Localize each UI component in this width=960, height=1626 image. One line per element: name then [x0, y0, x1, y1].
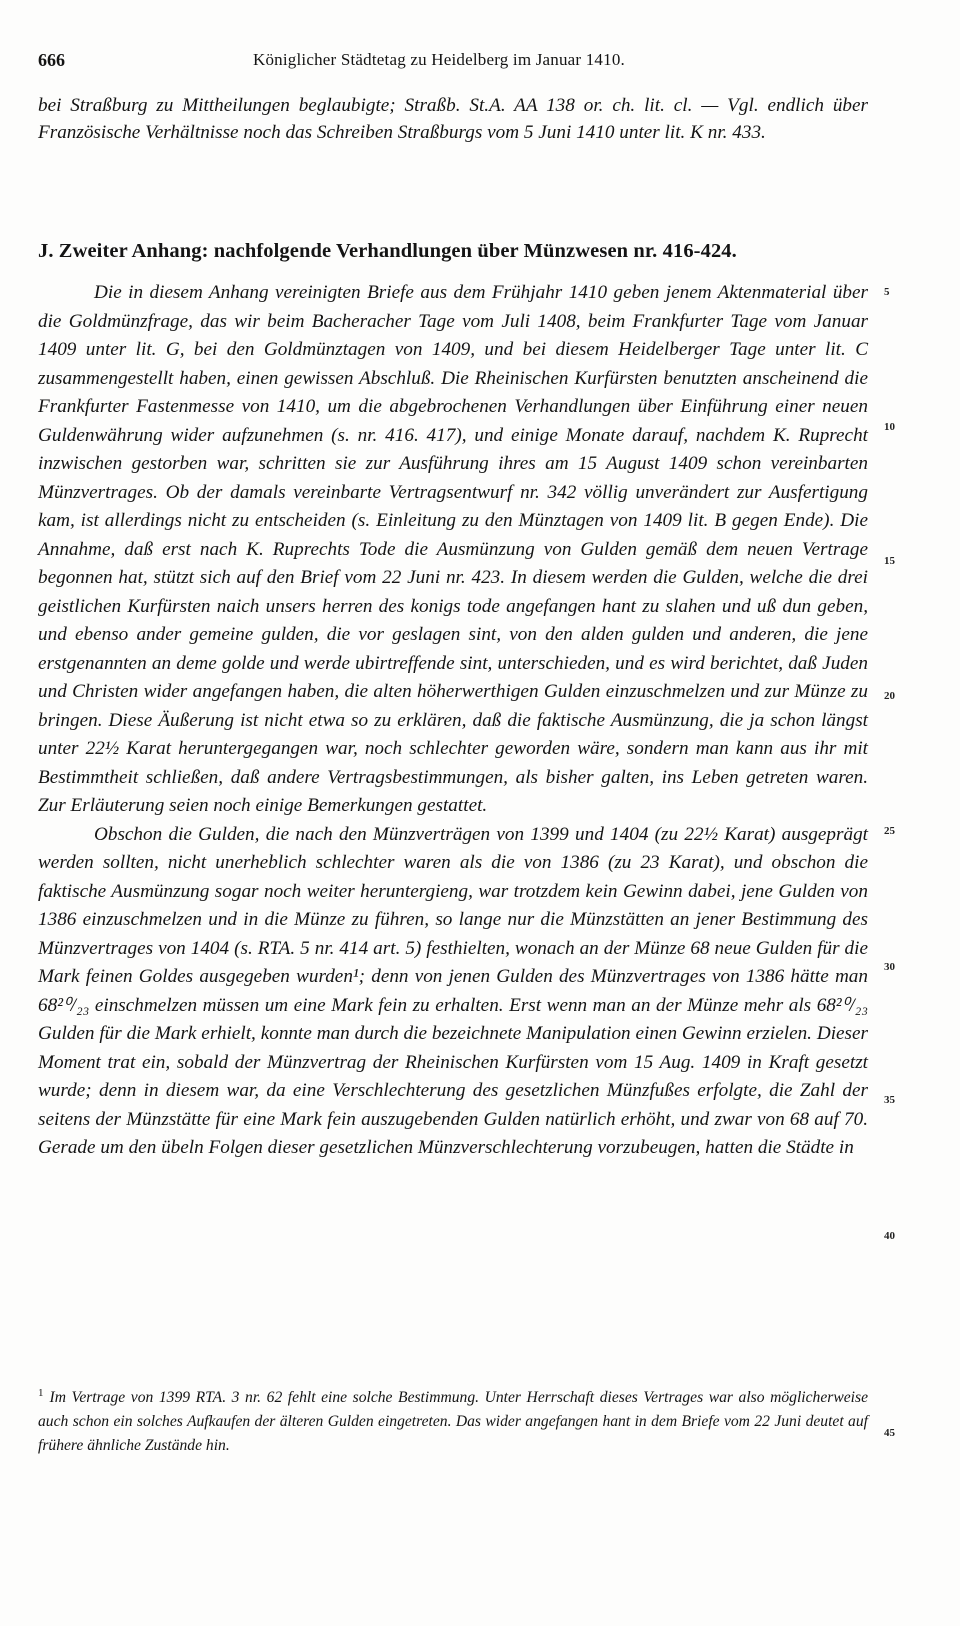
continued-paragraph: bei Straßburg zu Mittheilungen beglaubigte; Straßb. St.A. AA 138 or. ch. lit. cl. — Vgl. endlich über Französische Verhältnisse noch das Schreiben Straßburgs vom 5 Juni 1410 unter lit. K nr. 433. [38, 95, 868, 143]
running-title: Königlicher Städtetag zu Heidelberg im Januar 1410. [253, 50, 625, 69]
line-number: 45 [884, 1427, 895, 1439]
footnote-text: Im Vertrage von 1399 RTA. 3 nr. 62 fehlt eine solche Bestimmung. Unter Herrschaft dieses Vertrages war also möglicherweise auch schon ein solches Aufkaufen der älteren Gulden eingetreten. Das wider angefangen hant in dem Briefe vom 22 Juni deutet auf frühere ähnliche Zustände hin. [38, 1389, 868, 1455]
footnote [38, 1381, 868, 1458]
body-paragraph-2: Obschon die Gulden, die nach den Münzverträgen von 1399 und 1404 (zu 22½ Karat) ausgeprägt werden sollten, nicht unerheblich schlechter waren als die von 1386 (zu 23 Karat), und obschon die faktische Ausmünzung sogar noch weiter heruntergieng, war trotzdem kein Gewinn dabei, jene Gulden von 1386 einzuschmelzen und in die Münze zu führen, so lange nur die Münzstätten an jener Bestimmung des Münzvertrages von 1404 (s. RTA. 5 nr. 414 art. 5) festhielten, wonach an der Münze 68 neue Gulden für die Mark feinen Goldes ausgegeben wurden¹; denn von jenen Gulden des Münzvertrages von 1386 hätte man 68²⁰/₂₃ einschmelzen müssen um eine Mark fein zu erhalten. Erst wenn man an der Münze mehr als 68²⁰/₂₃ Gulden für die Mark erhielt, konnte man durch die bezeichnete Manipulation einen Gewinn erzielen. Dieser Moment trat ein, sobald der Münzvertrag der Rheinischen Kurfürsten vom 15 Aug. 1409 in Kraft gesetzt wurde; denn in diesem war, da eine Verschlechterung des gesetzlichen Münzfußes erfolgte, die Zahl der seitens der Münzstätte für eine Mark fein auszugebenden Gulden natürlich erhöht, und zwar von 68 auf 70. Gerade um den übeln Folgen dieser gesetzlichen Münzverschlechterung vorzubeugen, hatten die Städte in [38, 823, 868, 1158]
footnote-marker: 1 [38, 1387, 44, 1399]
line-number: 30 [884, 961, 895, 973]
running-header [38, 50, 868, 76]
line-number: 10 [884, 421, 895, 433]
line-number: 25 [884, 825, 895, 837]
body-paragraph-1: Die in diesem Anhang vereinigten Briefe aus dem Frühjahr 1410 geben jenem Aktenmaterial über die Goldmünzfrage, das wir beim Bacheracher Tage vom Juli 1408, beim Frankfurter Tage vom Januar 1409 unter lit. G, bei den Goldmünztagen von 1409, und bei diesem Heidelberger Tage unter lit. C zusammengestellt haben, einen gewissen Abschluß. Die Rheinischen Kurfürsten benutzten anscheinend die Frankfurter Fastenmesse von 1410, um die abgebrochenen Verhandlungen über Einführung einer neuen Guldenwährung wider aufzunehmen (s. nr. 416. 417), und einige Monate darauf, nachdem K. Ruprecht inzwischen gestorben war, schritten sie zur Ausführung ihres am 15 August 1409 schon vereinbarten Münzvertrages. Ob der damals vereinbarte Vertragsentwurf nr. 342 völlig unverändert zur Ausfertigung kam, ist allerdings nicht zu entscheiden (s. Einleitung zu den Münztagen von 1409 lit. B gegen Ende). Die Annahme, daß erst nach K. Ruprechts Tode die Ausmünzung von Gulden gemäß dem neuen Vertrage begonnen hat, stützt sich auf den Brief vom 22 Juni nr. 423. In diesem werden die Gulden, welche die drei geistlichen Kurfürsten naich unsers herren des konigs tode angefangen hant zu slahen und uß dun geben, und ebenso ander gemeine gulden, die vor geslagen sint, von den alden gulden und anderen, die jene erstgenannten an deme golde und werde ubirtreffende sint, unterschieden, und es wird berichtet, daß Juden und Christen wider angefangen haben, die alten höherwerthigen Gulden einzuschmelzen und zur Münze zu bringen. Diese Äußerung ist nicht etwa so zu erklären, daß die faktische Ausmünzung, die ja schon längst unter 22½ Karat heruntergegangen war, noch schlechter geworden wäre, sondern man kann aus ihr mit Bestimmtheit schließen, daß andere Vertragsbestimmungen, als bisher galten, ins Leben getreten waren. Zur Erläuterung seien noch einige Bemerkungen gestattet. [38, 282, 868, 816]
line-number: 5 [884, 286, 890, 298]
line-number: 40 [884, 1230, 895, 1242]
body-text [38, 279, 868, 1163]
section-heading: J. Zweiter Anhang: nachfolgende Verhandlungen über Münzwesen nr. 416-424. [38, 240, 737, 262]
line-number: 15 [884, 555, 895, 567]
line-number: 20 [884, 690, 895, 702]
page-number: 666 [38, 50, 65, 70]
line-number: 35 [884, 1094, 895, 1106]
